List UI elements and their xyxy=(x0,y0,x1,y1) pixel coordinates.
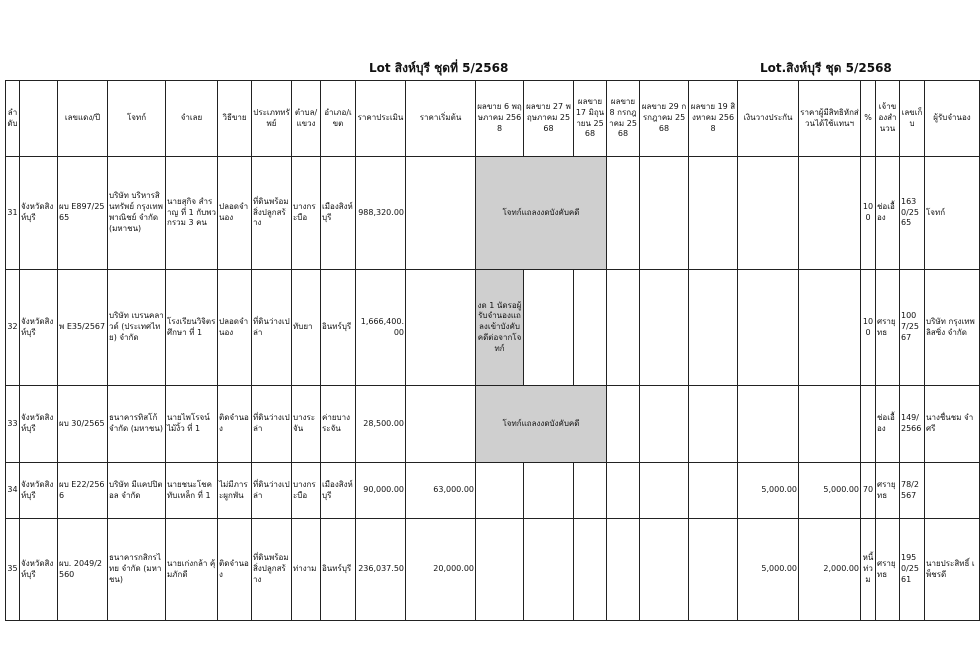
cell-type: ที่ดินว่างเปล่า xyxy=(252,386,292,463)
lot-title-left: Lot สิงห์บุรี ชุดที่ 5/2568 xyxy=(369,61,509,75)
cell-plaintiff: ธนาคารกสิกรไทย จำกัด (มหาชน) xyxy=(108,519,166,621)
cell-percent: หนี้ท่วม xyxy=(861,519,876,621)
col-sale4: ผลขาย 8 กรกฎาคม 2568 xyxy=(607,81,640,157)
col-method: วิธีขาย xyxy=(218,81,252,157)
cell-sale5 xyxy=(640,157,689,270)
cell-sale5 xyxy=(640,519,689,621)
cell-sale1-note: งด 1 นัดรอผู้รับจำนองแถลงเข้าบังคับคดีต่อจากโจทก์ xyxy=(476,270,524,386)
cell-owner: ช่อเอื้อง xyxy=(876,157,900,270)
cell-sale4 xyxy=(607,270,640,386)
cell-sale1 xyxy=(476,519,524,621)
cell-appraisal: 28,500.00 xyxy=(356,386,406,463)
cell-sale3 xyxy=(574,463,607,519)
cell-case-no: ผบ E897/2565 xyxy=(58,157,108,270)
cell-province: จังหวัดสิงห์บุรี xyxy=(20,463,58,519)
col-sale1: ผลขาย 6 พฤษภาคม 2568 xyxy=(476,81,524,157)
table-row xyxy=(6,157,980,270)
cell-sale4 xyxy=(607,386,640,463)
cell-sale6 xyxy=(689,157,738,270)
col-buyer: ผู้รับจำนอง xyxy=(925,81,980,157)
cell-no: 35 xyxy=(6,519,20,621)
cell-appraisal: 1,666,400.00 xyxy=(356,270,406,386)
col-subdistrict: ตำบล/แขวง xyxy=(292,81,321,157)
cell-district: เมืองสิงห์บุรี xyxy=(321,463,356,519)
cell-no: 32 xyxy=(6,270,20,386)
cell-sale2 xyxy=(524,519,574,621)
cell-type: ที่ดินพร้อมสิ่งปลูกสร้าง xyxy=(252,157,292,270)
cell-start-price: 20,000.00 xyxy=(406,519,476,621)
cell-deposit: 5,000.00 xyxy=(738,519,799,621)
cell-cosigner xyxy=(799,386,861,463)
cell-storage: 78/2567 xyxy=(900,463,925,519)
cell-buyer: นางชื่นชม จำศรี xyxy=(925,386,980,463)
cell-percent xyxy=(861,386,876,463)
col-start-price: ราคาเริ่มต้น xyxy=(406,81,476,157)
col-sale6: ผลขาย 19 สิงหาคม 2568 xyxy=(689,81,738,157)
cell-buyer: นายประสิทธิ์ เพ็ชรดี xyxy=(925,519,980,621)
table-header-row xyxy=(6,81,980,157)
cell-storage: 1950/2561 xyxy=(900,519,925,621)
cell-owner: ช่อเอื้อง xyxy=(876,386,900,463)
col-deposit: เงินวางประกัน xyxy=(738,81,799,157)
cell-sale6 xyxy=(689,386,738,463)
cell-start-price xyxy=(406,270,476,386)
cell-district: ค่ายบางระจัน xyxy=(321,386,356,463)
cell-subdistrict: ทับยา xyxy=(292,270,321,386)
col-no: ลำดับ xyxy=(6,81,20,157)
cell-subdistrict: บางกระบือ xyxy=(292,463,321,519)
cell-sale1 xyxy=(476,463,524,519)
cell-subdistrict: บางระจัน xyxy=(292,386,321,463)
cell-defendant: นายสุกิจ สำราญ ที่ 1 กับพวกรวม 3 คน xyxy=(166,157,218,270)
cell-sale3 xyxy=(574,519,607,621)
cell-plaintiff: บริษัท บริหารสินทรัพย์ กรุงเทพพาณิชย์ จำกัด (มหาชน) xyxy=(108,157,166,270)
cell-case-no: ผบ. 2049/2560 xyxy=(58,519,108,621)
cell-plaintiff: ธนาคารทิสโก้ จำกัด (มหาชน) xyxy=(108,386,166,463)
table-row xyxy=(6,519,980,621)
cell-method: ติดจำนอง xyxy=(218,386,252,463)
cell-type: ที่ดินพร้อมสิ่งปลูกสร้าง xyxy=(252,519,292,621)
cell-deposit xyxy=(738,270,799,386)
cell-method: ติดจำนอง xyxy=(218,519,252,621)
cell-appraisal: 90,000.00 xyxy=(356,463,406,519)
cell-appraisal: 988,320.00 xyxy=(356,157,406,270)
cell-cosigner: 5,000.00 xyxy=(799,463,861,519)
cell-cosigner xyxy=(799,270,861,386)
cell-no: 31 xyxy=(6,157,20,270)
cell-method: ปลอดจำนอง xyxy=(218,157,252,270)
cell-district: อินทร์บุรี xyxy=(321,519,356,621)
cell-start-price xyxy=(406,157,476,270)
cell-subdistrict: ท่างาม xyxy=(292,519,321,621)
cell-sale5 xyxy=(640,270,689,386)
cell-sale4 xyxy=(607,519,640,621)
col-storage: เลขเก็บ xyxy=(900,81,925,157)
cell-sale6 xyxy=(689,463,738,519)
col-defendant: จำเลย xyxy=(166,81,218,157)
cell-sale4 xyxy=(607,157,640,270)
cell-owner: ศรายุทธ xyxy=(876,519,900,621)
col-case-no: เลขแดง/ปี xyxy=(58,81,108,157)
cell-defendant: โรงเรียนวิจิตรศึกษา ที่ 1 xyxy=(166,270,218,386)
cell-province: จังหวัดสิงห์บุรี xyxy=(20,519,58,621)
cell-province: จังหวัดสิงห์บุรี xyxy=(20,157,58,270)
cell-no: 34 xyxy=(6,463,20,519)
cell-percent: 100 xyxy=(861,270,876,386)
col-type: ประเภททรัพย์ xyxy=(252,81,292,157)
cell-sale2 xyxy=(524,463,574,519)
cell-district: เมืองสิงห์บุรี xyxy=(321,157,356,270)
cell-sale5 xyxy=(640,386,689,463)
cell-percent: 70 xyxy=(861,463,876,519)
cell-no: 33 xyxy=(6,386,20,463)
col-province xyxy=(20,81,58,157)
cell-cosigner xyxy=(799,157,861,270)
cell-buyer: โจทก์ xyxy=(925,157,980,270)
cell-case-no: ผบ 30/2565 xyxy=(58,386,108,463)
table-row xyxy=(6,270,980,386)
cell-province: จังหวัดสิงห์บุรี xyxy=(20,386,58,463)
table-row xyxy=(6,386,980,463)
cell-sale4 xyxy=(607,463,640,519)
col-appraisal: ราคาประเมิน xyxy=(356,81,406,157)
cell-plaintiff: บริษัท มีแคปปิตอล จำกัด xyxy=(108,463,166,519)
cell-storage: 1630/2565 xyxy=(900,157,925,270)
cell-defendant: นายเก่งกล้า คุ้มภักดี xyxy=(166,519,218,621)
cell-status-note: โจทก์แถลงงดบังคับคดี xyxy=(476,386,607,463)
cell-storage: 149/2566 xyxy=(900,386,925,463)
col-sale3: ผลขาย 17 มิถุนายน 2568 xyxy=(574,81,607,157)
cell-case-no: พ E35/2567 xyxy=(58,270,108,386)
col-percent: % xyxy=(861,81,876,157)
col-plaintiff: โจทก์ xyxy=(108,81,166,157)
cell-deposit: 5,000.00 xyxy=(738,463,799,519)
cell-cosigner: 2,000.00 xyxy=(799,519,861,621)
cell-district: อินทร์บุรี xyxy=(321,270,356,386)
col-owner: เจ้าของสำนวน xyxy=(876,81,900,157)
cell-appraisal: 236,037.50 xyxy=(356,519,406,621)
cell-deposit xyxy=(738,157,799,270)
auction-table xyxy=(5,80,980,621)
col-sale2: ผลขาย 27 พฤษภาคม 2568 xyxy=(524,81,574,157)
cell-storage: 1007/2567 xyxy=(900,270,925,386)
col-sale5: ผลขาย 29 กรกฎาคม 2568 xyxy=(640,81,689,157)
lot-title-right: Lot.สิงห์บุรี ชุด 5/2568 xyxy=(760,61,892,75)
cell-province: จังหวัดสิงห์บุรี xyxy=(20,270,58,386)
col-district: อำเภอ/เขต xyxy=(321,81,356,157)
cell-defendant: นายไพโรจน์ ไม้งิ้ว ที่ 1 xyxy=(166,386,218,463)
table-row xyxy=(6,463,980,519)
cell-buyer xyxy=(925,463,980,519)
cell-start-price: 63,000.00 xyxy=(406,463,476,519)
cell-sale6 xyxy=(689,519,738,621)
cell-status-note: โจทก์แถลงงดบังคับคดี xyxy=(476,157,607,270)
col-cosigner: ราคาผู้มีสิทธิหักส่วนได้ใช้แทนฯ xyxy=(799,81,861,157)
cell-sale2 xyxy=(524,270,574,386)
cell-buyer: บริษัท กรุงเทพลิสซิ่ง จำกัด xyxy=(925,270,980,386)
cell-type: ที่ดินว่างเปล่า xyxy=(252,463,292,519)
cell-deposit xyxy=(738,386,799,463)
cell-owner: ศรายุทธ xyxy=(876,270,900,386)
cell-case-no: ผบ E22/2566 xyxy=(58,463,108,519)
cell-percent: 100 xyxy=(861,157,876,270)
cell-sale6 xyxy=(689,270,738,386)
cell-defendant: นายชนะโชค ทับเหล็ก ที่ 1 xyxy=(166,463,218,519)
cell-subdistrict: บางกระบือ xyxy=(292,157,321,270)
cell-sale3 xyxy=(574,270,607,386)
cell-owner: ศรายุทธ xyxy=(876,463,900,519)
cell-plaintiff: บริษัท เบรนคลาวด์ (ประเทศไทย) จำกัด xyxy=(108,270,166,386)
cell-start-price xyxy=(406,386,476,463)
cell-method: ไม่มีภาระผูกพัน xyxy=(218,463,252,519)
cell-sale5 xyxy=(640,463,689,519)
cell-type: ที่ดินว่างเปล่า xyxy=(252,270,292,386)
cell-method: ปลอดจำนอง xyxy=(218,270,252,386)
